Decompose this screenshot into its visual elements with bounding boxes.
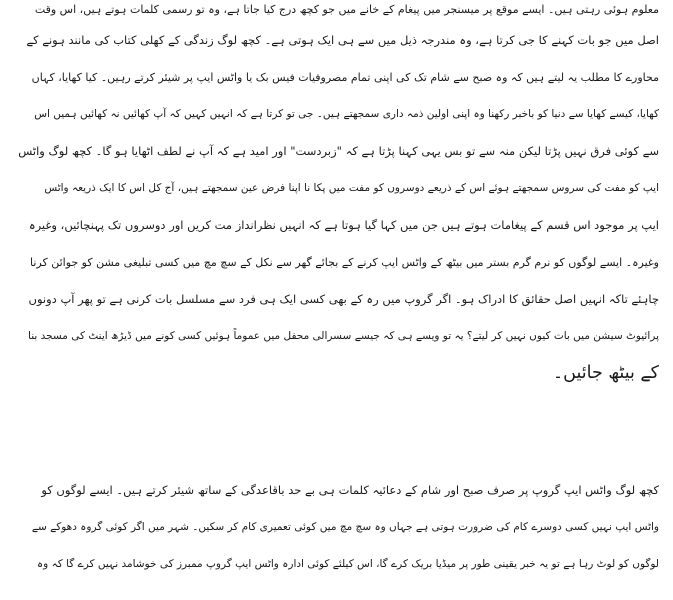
paragraph-2 — [18, 472, 659, 583]
text-line: چاہئے تاکہ انہیں اصل حقائق کا ادراک ہو۔ اگر گروپ میں رہ کے بھی کسی ایک ہی فرد سے مسلسل بات کرنی ہے تو پھر آپ دونوں — [28, 292, 659, 306]
text-line: واٹس ایپ نہیں کسی دوسرے کام کی ضرورت ہوتی ہے جہاں وہ سچ مچ میں کوئی تعمیری کام کر سکیں۔ شہر میں اگر کوئی گروہ دھوکے سے — [31, 521, 659, 533]
text-line: کے بیٹھ جائیں۔ — [552, 363, 659, 383]
text-line: پرائیوٹ سیشن میں بات کیوں نہیں کر لیتے؟ یہ تو ویسے ہی کہ جیسے سسرالی محفل میں عموماً ہوئیں کسی کونے میں ڈیڑھ اینٹ کی مسجد بنا — [28, 330, 659, 342]
text-line: معلوم ہوئی رہتی ہیں۔ ایسے موقع پر میسنجر میں پیغام کے خانے میں جو کچھ درج کیا جاتا ہے، وہ تو رسمی کلمات ہوتے ہیں، اس وقت — [34, 3, 659, 16]
text-line: کھایا، کیسے کھایا سے دنیا کو باخبر رکھنا وہ اپنی اولین ذمہ داری سمجھتے ہیں۔ جی تو کرتا ہے کہ انہیں کہیں کہ آپ کھائیں نہ کھائیں ہمیں اس — [34, 108, 659, 120]
paragraph-1 — [18, 0, 659, 392]
text-line: ایپ پر موجود اس قسم کے پیغامات ہوتے ہیں جن میں کہا گیا ہوتا ہے کہ انہیں نظرانداز مت کریں اور دوسروں تک پہنچائیں، وغیرہ — [28, 218, 659, 232]
text-line: لوگوں کو لوٹ رہا ہے تو یہ خبر یقینی طور پر میڈیا بریک کرے گا، اس کیلئے کوئی ادارہ واٹس ایپ گروپ ممبرز کی خوشامد نہیں کرے گا کہ وہ — [37, 558, 659, 570]
text-line: سے کوئی فرق نہیں پڑتا لیکن منہ سے تو بس یہی کہنا پڑتا ہے کہ "زبردست" اور امید ہے کہ آپ نے لطف اٹھایا ہو گا۔ کچھ لوگ واٹس — [18, 144, 659, 158]
text-line: کچھ لوگ واٹس ایپ گروپ پر صرف صبح اور شام کے دعائیہ کلمات ہی بے حد باقاعدگی کے ساتھ شیئر کرتے ہیں۔ ایسے لوگوں کو — [41, 483, 659, 497]
text-line: اصل میں جو بات کہنے کا جی کرتا ہے، وہ مندرجہ ذیل میں سے ہی ایک ہوتی ہے۔ کچھ لوگ زندگی کے کھلی کتاب کی مانند ہونے کے — [26, 33, 659, 47]
text-line: ایپ کو مفت کی سروس سمجھتے ہوئے اس کے ذریعے دوسروں کو مفت میں پکا نا اپنا فرض عین سمجھتے ہیں، آج کل اس کا ایک ذریعہ واٹس — [44, 182, 659, 194]
text-line: محاورے کا مطلب یہ لیتے ہیں کہ وہ صبح سے شام تک کی اپنی تمام مصروفیات فیس بک یا واٹس ایپ پر شیئر کرتے رہیں۔ کیا کھایا، کہاں — [31, 71, 659, 84]
text-line: وغیرہ۔ ایسے لوگوں کو نرم گرم بستر میں بیٹھ کے واٹس ایپ کرنے کے بجائے گھر سے نکل کے سچ مچ میں کسی تبلیغی مشن کو جوائن کرنا — [29, 256, 659, 269]
